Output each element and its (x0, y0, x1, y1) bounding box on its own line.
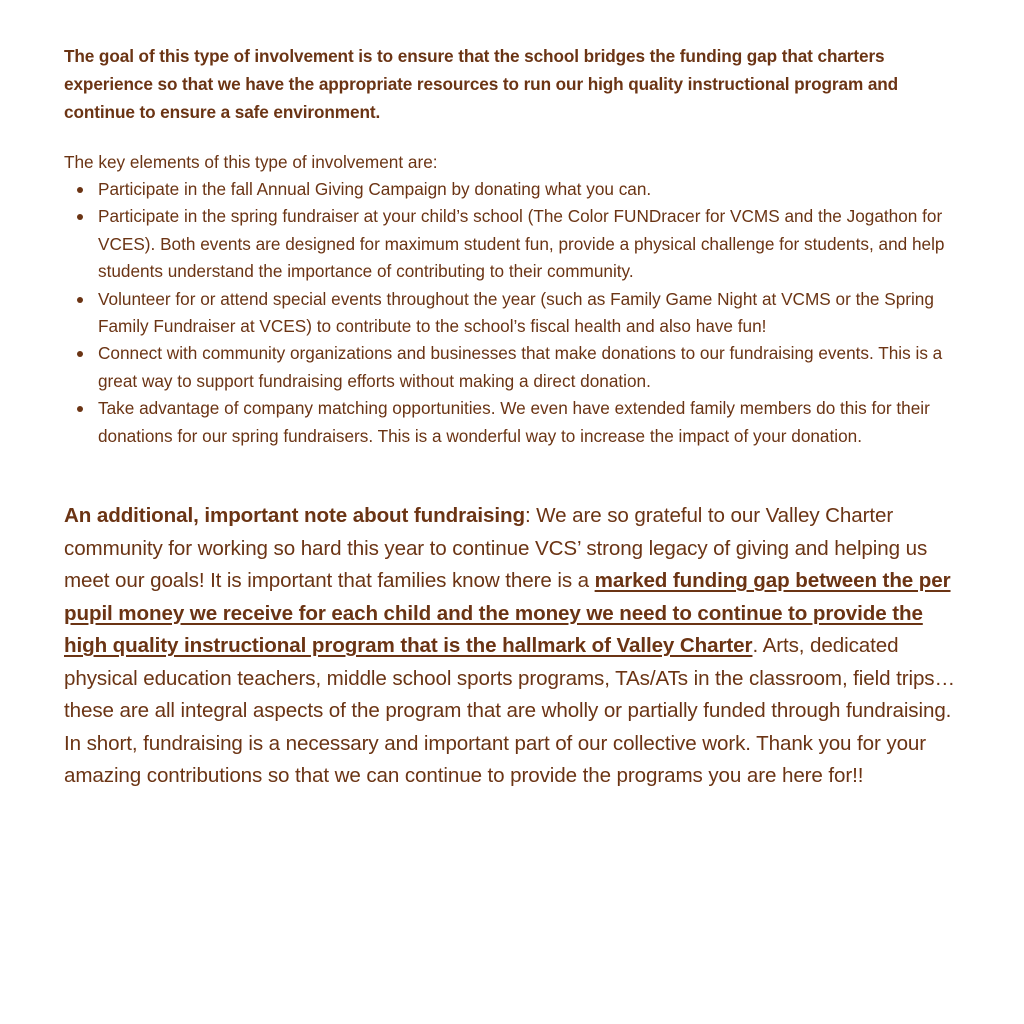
key-elements-list (64, 176, 964, 450)
bullet-icon (77, 214, 83, 220)
note-heading: An additional, important note about fundraising (64, 504, 525, 528)
list-item (64, 203, 964, 285)
note-body-end: . Arts, dedicated physical education teachers, middle school sports programs, TAs/ATs in the classroom, field trips…these are all integral aspects of the program that are wholly or partially funded through fundraising. In short, fundraising is a necessary and important part of our collective work. Thank you for your amazing contributions so that we can continue to provide the programs you are here for!! (64, 634, 955, 788)
list-item (64, 176, 964, 203)
bullet-icon (77, 187, 83, 193)
intro-paragraph: The goal of this type of involvement is to ensure that the school bridges the funding gap that charters experience so that we have the appropriate resources to run our high quality instructional program and continue to ensure a safe environment. (64, 46, 899, 122)
list-item-text: Take advantage of company matching opportunities. We even have extended family members do this for their donations for our spring fundraisers. This is a wonderful way to increase the impact of your donation. (98, 398, 930, 446)
list-item-text: Connect with community organizations and businesses that make donations to our fundraising events. This is a great way to support fundraising efforts without making a direct donation. (98, 343, 943, 391)
bullet-icon (77, 351, 83, 357)
list-item-text: Participate in the fall Annual Giving Campaign by donating what you can. (98, 179, 652, 199)
bullet-icon (77, 406, 83, 412)
note-emphasis: marked funding gap between the per pupil money we receive for each child and the money we need to continue to provide the high quality instructional program that is the hallmark of Valley Charter (64, 569, 951, 658)
list-item (64, 286, 964, 341)
bullet-icon (77, 297, 83, 303)
note-body-start: : We are so grateful to our Valley Charter community for working so hard this year to continue VCS’ strong legacy of giving and helping us meet our goals! It is important that families know there is a (64, 504, 928, 593)
fundraising-note-paragraph (64, 500, 964, 793)
document-page (64, 42, 964, 793)
key-elements-lead: The key elements of this type of involvement are: (64, 152, 438, 172)
list-item (64, 395, 964, 450)
list-item-text: Volunteer for or attend special events throughout the year (such as Family Game Night at VCMS or the Spring Family Fundraiser at VCES) to contribute to the school’s fiscal health and also have fun! (98, 288, 934, 337)
list-item-text: Participate in the spring fundraiser at your child’s school (The Color FUNDracer for VCMS and the Jogathon for VCES). Both events are designed for maximum student fun, provide a physical challenge for students, and help students understand the importance of contributing to their community. (98, 206, 945, 282)
list-item (64, 340, 964, 395)
